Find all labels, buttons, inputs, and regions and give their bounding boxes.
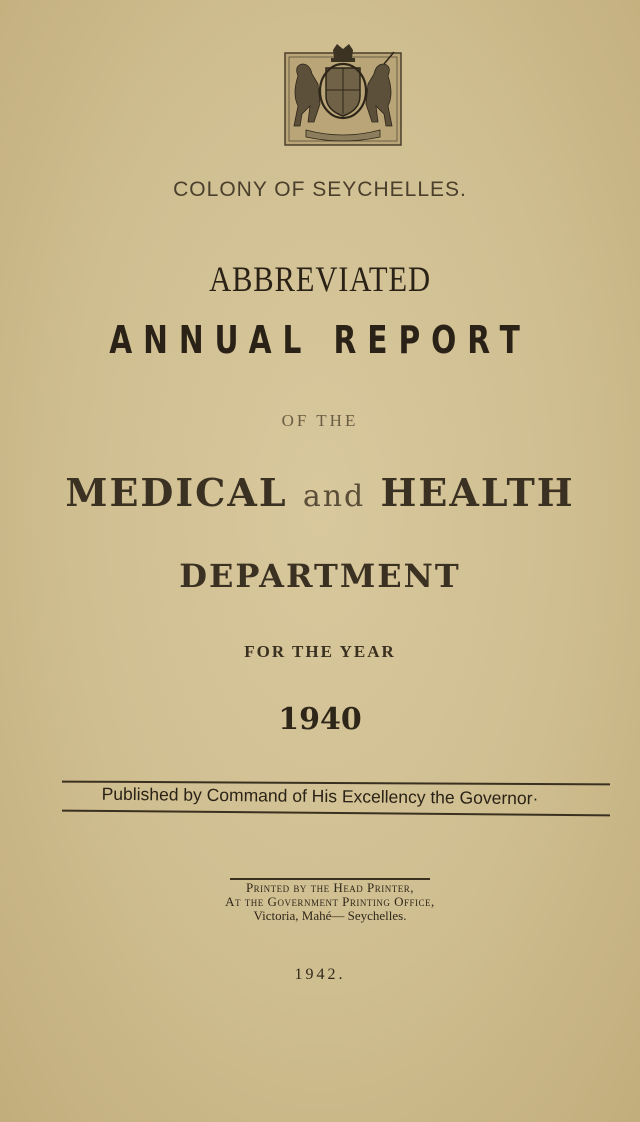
royal-coat-of-arms-icon bbox=[284, 44, 402, 146]
printer-imprint bbox=[220, 881, 440, 923]
department-name-line1 bbox=[0, 470, 640, 515]
medical-word: MEDICAL bbox=[65, 470, 288, 515]
and-word: and bbox=[302, 479, 366, 514]
health-word: HEALTH bbox=[380, 470, 575, 515]
printer-line3: Victoria, Mahé— Seychelles. bbox=[253, 908, 407, 923]
department-name-line2: DEPARTMENT bbox=[179, 557, 461, 595]
printer-line1: Printed by the Head Printer, bbox=[245, 880, 415, 895]
bottom-divider bbox=[62, 810, 610, 817]
report-year: 1940 bbox=[278, 702, 362, 737]
printer-line2: At the Government Printing Office, bbox=[225, 894, 435, 909]
published-by-line: Published by Command of His Excellency the Governor· bbox=[101, 783, 539, 809]
report-title-line2: ANNUAL REPORT bbox=[109, 318, 531, 362]
for-the-year-label: FOR THE YEAR bbox=[244, 642, 396, 661]
of-the-label: OF THE bbox=[281, 411, 359, 430]
report-title-line1: ABBREVIATED bbox=[209, 259, 431, 299]
print-year: 1942. bbox=[294, 966, 346, 983]
colony-heading: COLONY OF SEYCHELLES. bbox=[173, 178, 467, 201]
